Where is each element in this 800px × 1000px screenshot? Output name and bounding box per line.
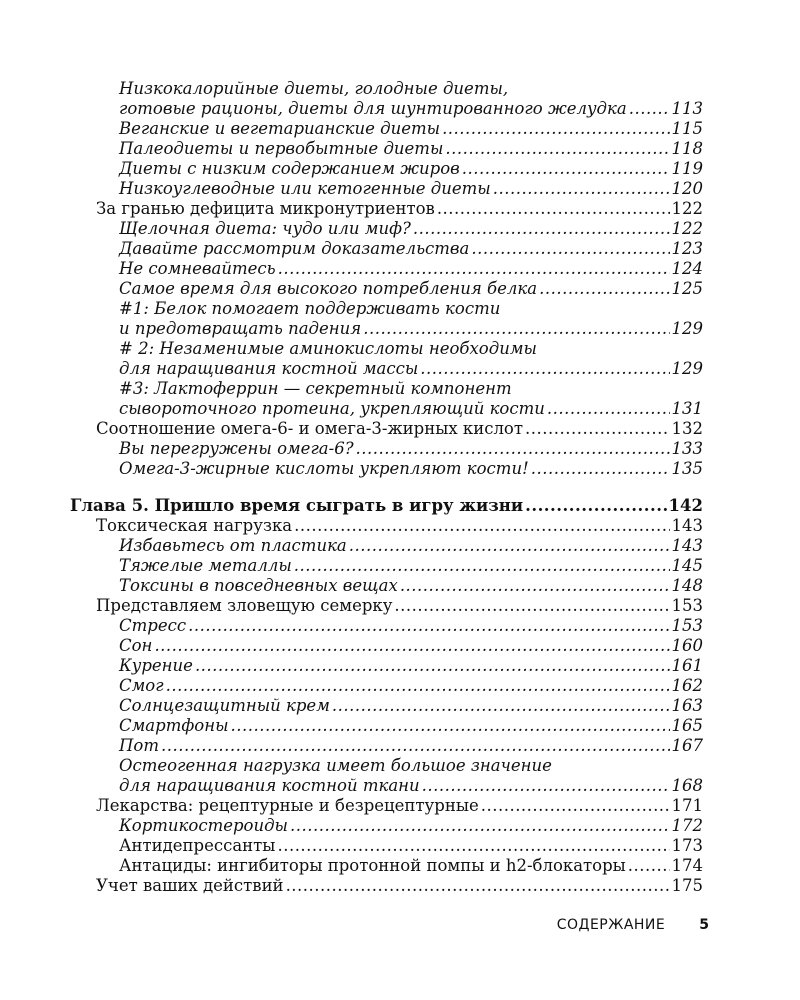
dot-leader <box>294 556 670 576</box>
toc-entry-title: Низкоуглеводные или кетогенные диеты <box>119 179 491 198</box>
toc-entry-title: #1: Белок помогает поддерживать кости <box>119 299 501 318</box>
dot-leader <box>531 459 670 479</box>
toc-entry-page: 142 <box>668 496 703 515</box>
toc-entry <box>70 239 703 259</box>
toc-entry-title: готовые рационы, диеты для шунтированного желудка <box>119 99 627 118</box>
toc-entry <box>70 79 703 99</box>
toc-entry-title: Низкокалорийные диеты, голодные диеты, <box>119 79 509 98</box>
toc-entry-page: 167 <box>671 736 703 755</box>
dot-leader <box>349 536 670 556</box>
toc-entry-page: 129 <box>671 319 703 338</box>
toc-entry-title: Представляем зловещую семерку <box>96 596 393 615</box>
toc-entry-page: 173 <box>671 836 703 855</box>
toc-entry <box>70 856 703 876</box>
toc-entry-title: Сон <box>119 636 153 655</box>
toc-entry <box>70 656 703 676</box>
toc-entry-page: 163 <box>671 696 703 715</box>
toc-entry-page: 165 <box>671 716 703 735</box>
dot-leader <box>332 696 670 716</box>
toc-entry <box>70 459 703 479</box>
toc-entry <box>70 876 703 896</box>
toc-entry-page: 161 <box>671 656 703 675</box>
toc-entry <box>70 139 703 159</box>
dot-leader <box>420 359 669 379</box>
toc-entry <box>70 279 703 299</box>
toc-entry-page: 172 <box>671 816 703 835</box>
footer-section-label: СОДЕРЖАНИЕ <box>556 917 666 933</box>
toc-entry-page: 125 <box>671 279 703 298</box>
dot-leader <box>629 99 670 119</box>
toc-entry <box>70 299 703 319</box>
toc-entry-page: 160 <box>671 636 703 655</box>
toc-entry-title: Избавьтесь от пластика <box>119 536 347 555</box>
toc-entry <box>70 516 703 536</box>
toc-entry-page: 119 <box>671 159 703 178</box>
toc-chapter-heading <box>70 496 703 516</box>
dot-leader <box>481 796 670 816</box>
dot-leader <box>471 239 669 259</box>
dot-leader <box>400 576 670 596</box>
toc-entry <box>70 716 703 736</box>
toc-entry-title: Антациды: ингибиторы протонной помпы и h2-блокаторы <box>119 856 626 875</box>
table-of-contents <box>70 79 703 896</box>
dot-leader <box>547 399 670 419</box>
toc-entry-page: 133 <box>671 439 703 458</box>
dot-leader <box>154 636 669 656</box>
dot-leader <box>166 676 670 696</box>
dot-leader <box>363 319 669 339</box>
toc-entry <box>70 696 703 716</box>
toc-entry <box>70 536 703 556</box>
toc-entry <box>70 339 703 359</box>
toc-entry-title: Курение <box>119 656 193 675</box>
toc-entry <box>70 179 703 199</box>
toc-entry-title: Самое время для высокого потребления белка <box>119 279 538 298</box>
toc-entry-page: 115 <box>671 119 703 138</box>
toc-entry-title: #3: Лактоферрин — секретный компонент <box>119 379 512 398</box>
dot-leader <box>493 179 670 199</box>
toc-entry-page: 171 <box>671 796 703 815</box>
toc-entry-title: Токсины в повседневных вещах <box>119 576 398 595</box>
dot-leader <box>422 776 670 796</box>
toc-entry-page: 135 <box>671 459 703 478</box>
toc-entry-title: Щелочная диета: чудо или миф? <box>119 219 411 238</box>
toc-entry-title: Остеогенная нагрузка имеет большое значение <box>119 756 552 775</box>
toc-entry-page: 145 <box>671 556 703 575</box>
toc-entry-page: 124 <box>671 259 703 278</box>
toc-entry <box>70 319 703 339</box>
toc-entry <box>70 776 703 796</box>
toc-entry-title: # 2: Незаменимые аминокислоты необходимы <box>119 339 537 358</box>
dot-leader <box>231 716 670 736</box>
toc-entry-page: 118 <box>671 139 703 158</box>
toc-entry-page: 131 <box>671 399 703 418</box>
toc-entry-title: За гранью дефицита микронутриентов <box>96 199 435 218</box>
toc-entry <box>70 219 703 239</box>
toc-entry <box>70 796 703 816</box>
dot-leader <box>394 596 669 616</box>
dot-leader <box>294 516 669 536</box>
toc-entry-page: 123 <box>671 239 703 258</box>
toc-entry-title: Глава 5. Пришло время сыграть в игру жизни <box>70 496 524 515</box>
toc-entry-title: Палеодиеты и первобытные диеты <box>119 139 444 158</box>
toc-entry <box>70 816 703 836</box>
toc-entry-title: Давайте рассмотрим доказательства <box>119 239 470 258</box>
toc-entry-page: 120 <box>671 179 703 198</box>
running-footer <box>557 917 709 933</box>
toc-entry <box>70 756 703 776</box>
dot-leader <box>525 496 666 516</box>
toc-entry-title: Веганские и вегетарианские диеты <box>119 119 441 138</box>
dot-leader <box>188 616 669 636</box>
toc-entry-page: 113 <box>671 99 703 118</box>
toc-entry <box>70 836 703 856</box>
dot-leader <box>442 119 669 139</box>
toc-entry <box>70 259 703 279</box>
dot-leader <box>277 836 669 856</box>
footer-page-number: 5 <box>699 917 709 933</box>
dot-leader <box>539 279 669 299</box>
toc-entry-title: для наращивания костной массы <box>119 359 419 378</box>
toc-entry-page: 153 <box>671 616 703 635</box>
dot-leader <box>628 856 670 876</box>
toc-entry-title: Антидепрессанты <box>119 836 276 855</box>
toc-entry-title: Смог <box>119 676 164 695</box>
toc-entry-page: 143 <box>671 536 703 555</box>
toc-entry-title: и предотвращать падения <box>119 319 362 338</box>
toc-entry-title: Омега-3-жирные кислоты укрепляют кости! <box>119 459 529 478</box>
toc-entry-title: для наращивания костной ткани <box>119 776 420 795</box>
toc-entry-page: 122 <box>671 219 703 238</box>
dot-leader <box>290 816 670 836</box>
toc-entry-title: Токсическая нагрузка <box>96 516 293 535</box>
dot-leader <box>413 219 670 239</box>
toc-entry <box>70 676 703 696</box>
toc-entry <box>70 159 703 179</box>
toc-entry <box>70 419 703 439</box>
dot-leader <box>195 656 670 676</box>
toc-entry-title: Кортикостероиды <box>119 816 288 835</box>
toc-entry-title: Соотношение омега-6- и омега-3-жирных кислот <box>96 419 523 438</box>
dot-leader <box>356 439 670 459</box>
dot-leader <box>286 876 670 896</box>
toc-entry-title: Смартфоны <box>119 716 229 735</box>
toc-entry <box>70 596 703 616</box>
dot-leader <box>525 419 670 439</box>
toc-entry <box>70 616 703 636</box>
toc-entry-page: 148 <box>671 576 703 595</box>
toc-entry-title: Диеты с низким содержанием жиров <box>119 159 460 178</box>
toc-entry-page: 129 <box>671 359 703 378</box>
toc-entry-page: 143 <box>671 516 703 535</box>
toc-entry-page: 122 <box>671 199 703 218</box>
toc-entry <box>70 399 703 419</box>
dot-leader <box>278 259 670 279</box>
toc-entry <box>70 199 703 219</box>
dot-leader <box>462 159 670 179</box>
toc-entry <box>70 556 703 576</box>
toc-entry <box>70 119 703 139</box>
toc-entry-title: Тяжелые металлы <box>119 556 292 575</box>
toc-entry <box>70 736 703 756</box>
dot-leader <box>161 736 670 756</box>
dot-leader <box>445 139 669 159</box>
toc-entry-title: Не сомневайтесь <box>119 259 276 278</box>
toc-entry-title: Пот <box>119 736 159 755</box>
toc-entry-title: Вы перегружены омега-6? <box>119 439 354 458</box>
toc-entry-page: 175 <box>671 876 703 895</box>
toc-entry <box>70 359 703 379</box>
toc-entry-page: 132 <box>671 419 703 438</box>
toc-entry <box>70 439 703 459</box>
toc-entry-title: сывороточного протеина, укрепляющий кости <box>119 399 545 418</box>
toc-entry-title: Учет ваших действий <box>96 876 284 895</box>
toc-entry-title: Лекарства: рецептурные и безрецептурные <box>96 796 479 815</box>
toc-entry-title: Стресс <box>119 616 187 635</box>
toc-entry <box>70 636 703 656</box>
chapter-spacer <box>70 479 703 496</box>
toc-entry-page: 162 <box>671 676 703 695</box>
toc-entry-page: 174 <box>671 856 703 875</box>
toc-entry <box>70 99 703 119</box>
toc-entry <box>70 576 703 596</box>
toc-entry-page: 168 <box>671 776 703 795</box>
toc-entry-title: Солнцезащитный крем <box>119 696 330 715</box>
toc-entry <box>70 379 703 399</box>
dot-leader <box>437 199 670 219</box>
toc-entry-page: 153 <box>671 596 703 615</box>
